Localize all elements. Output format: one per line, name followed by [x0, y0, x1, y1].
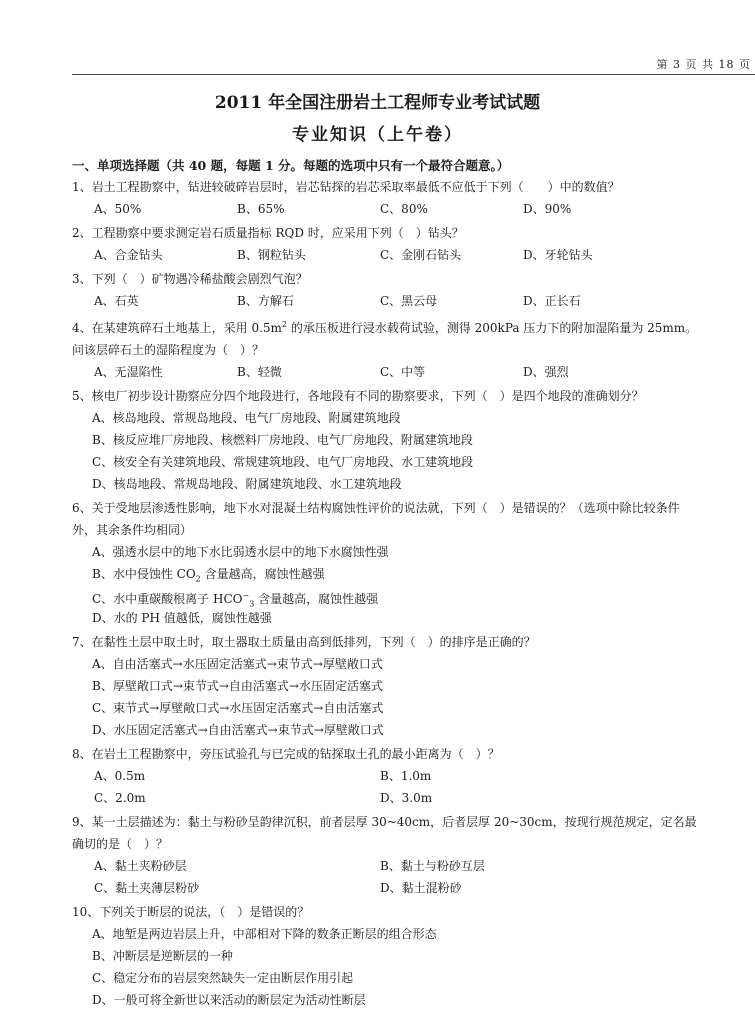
- option-a: A、强透水层中的地下水比弱透水层中的地下水腐蚀性强: [92, 545, 389, 559]
- option-c: C、稳定分布的岩层突然缺失一定由断层作用引起: [92, 971, 354, 985]
- superscript: 2: [281, 320, 288, 329]
- option-a: A、50%: [94, 202, 142, 216]
- stem-part: 4、在某建筑碎石土地基上，采用 0.5m: [72, 321, 282, 335]
- question-1: [72, 176, 698, 220]
- option-d: D、黏土混粉砂: [380, 881, 462, 895]
- stem-part: 的承压板进行浸水载荷试验，测得 200kPa 压力下的附加湿陷量为 25mm。问该层碎石土的湿陷程度为（ ）？: [72, 321, 698, 357]
- option-d: D、牙轮钻头: [523, 248, 593, 262]
- option-d: D、正长石: [523, 294, 581, 308]
- option-text: C、水中重碳酸根离子 HCO: [92, 592, 243, 606]
- question-9: [72, 811, 698, 899]
- options-row: [72, 787, 698, 809]
- question-2: [72, 222, 698, 266]
- option-a: A、自由活塞式→水压固定活塞式→束节式→厚壁敞口式: [92, 657, 383, 671]
- options-row: [72, 198, 698, 220]
- option-b: B、冲断层是逆断层的一种: [92, 949, 233, 963]
- question-stem: 6、关于受地层渗透性影响，地下水对混凝土结构腐蚀性评价的说法就，下列（ ）是错误的？（选项中除比较条件外，其余条件均相同）: [72, 501, 680, 537]
- subscript: 3: [249, 599, 255, 609]
- option-b: B、黏土与粉砂互层: [380, 859, 485, 873]
- option-a: A、核岛地段、常规岛地段、电气厂房地段、附属建筑地段: [92, 411, 401, 425]
- option-b: [72, 563, 698, 585]
- option-text: 含量越高，腐蚀性越强: [254, 592, 379, 606]
- option-b: B、65%: [237, 202, 285, 216]
- question-stem: [72, 314, 698, 361]
- option-a: A、0.5m: [94, 769, 146, 783]
- question-stem: 2、工程勘察中要求测定岩石质量指标 RQD 时，应采用下列（ ）钻头？: [72, 226, 464, 240]
- option-c: C、核安全有关建筑地段、常规建筑地段、电气厂房地段、水工建筑地段: [92, 455, 474, 469]
- options-row: [72, 855, 698, 877]
- options-row: [72, 361, 698, 383]
- option-b: B、厚壁敞口式→束节式→自由活塞式→水压固定活塞式: [92, 679, 383, 693]
- option-a: A、石英: [94, 294, 139, 308]
- question-7: [72, 631, 698, 741]
- option-d: D、核岛地段、常规岛地段、附属建筑地段、水工建筑地段: [92, 477, 402, 491]
- options-row: [72, 244, 698, 266]
- question-stem: 3、下列（ ）矿物遇冷稀盐酸会剧烈气泡？: [72, 272, 308, 286]
- question-stem: 8、在岩土工程勘察中，旁压试验孔与已完成的钻探取土孔的最小距离为（ ）？: [72, 747, 500, 761]
- page-header: [72, 56, 755, 75]
- question-stem: 7、在黏性土层中取土时，取土器取土质量由高到低排列，下列（ ）的排序是正确的？: [72, 635, 536, 649]
- option-c: [72, 585, 698, 607]
- option-d: D、90%: [523, 202, 572, 216]
- option-b: B、钢粒钻头: [237, 248, 306, 262]
- option-c: C、金刚石钻头: [380, 248, 462, 262]
- option-c: C、2.0m: [94, 791, 146, 805]
- option-c: C、黏土夹薄层粉砂: [94, 881, 200, 895]
- question-stem: 5、核电厂初步设计勘察应分四个地段进行，各地段有不同的勘察要求，下列（ ）是四个地段的准确划分？: [72, 389, 644, 403]
- option-c: C、束节式→厚壁敞口式→水压固定活塞式→自由活塞式: [92, 701, 384, 715]
- option-d: D、一般可将全新世以来活动的断层定为活动性断层: [92, 993, 366, 1007]
- superscript: −: [242, 591, 250, 600]
- option-c: C、黑云母: [380, 294, 438, 308]
- option-a: A、地堑是两边岩层上升，中部相对下降的数条正断层的组合形态: [92, 927, 437, 941]
- option-d: D、水的 PH 值越低，腐蚀性越强: [92, 611, 272, 625]
- exam-title: 2011 年全国注册岩土工程师专业考试试题: [214, 93, 541, 113]
- option-a: A、合金钻头: [94, 248, 163, 262]
- option-b: B、核反应堆厂房地段、核燃料厂房地段、电气厂房地段、附属建筑地段: [92, 433, 473, 447]
- question-8: [72, 743, 698, 809]
- option-b: B、1.0m: [380, 769, 432, 783]
- page-number: 第 3 页 共 18 页: [656, 58, 751, 71]
- question-10: [72, 901, 698, 1011]
- option-d: D、强烈: [523, 365, 569, 379]
- option-d: D、水压固定活塞式→自由活塞式→束节式→厚壁敞口式: [92, 723, 384, 737]
- option-d: D、3.0m: [380, 791, 433, 805]
- question-stem: 9、某一土层描述为：黏土与粉砂呈韵律沉积，前者层厚 30~40cm，后者层厚 20~30cm，按现行规范规定，定名最确切的是（ ）？: [72, 815, 697, 851]
- section-heading: 一、单项选择题（共 40 题，每题 1 分。每题的选项中只有一个最符合题意。）: [72, 158, 510, 173]
- options-row: [72, 290, 698, 312]
- subscript: 2: [195, 574, 201, 584]
- options-row: [72, 877, 698, 899]
- question-6: [72, 497, 698, 629]
- option-b: B、方解石: [237, 294, 294, 308]
- options-row: [72, 765, 698, 787]
- option-text: B、水中侵蚀性 CO: [92, 567, 196, 581]
- option-a: A、无湿陷性: [94, 365, 163, 379]
- question-5: [72, 385, 698, 495]
- question-list: [72, 155, 698, 1013]
- option-b: B、轻微: [237, 365, 282, 379]
- exam-subtitle: 专业知识（上午卷）: [292, 125, 463, 145]
- question-3: [72, 268, 698, 312]
- question-stem: 1、岩土工程勘察中，钻进较破碎岩层时，岩芯钻探的岩芯采取率最低不应低于下列（ ）中的数值？: [72, 180, 620, 194]
- question-stem: 10、下列关于断层的说法，（ ）是错误的？: [72, 905, 310, 919]
- option-a: A、黏土夹粉砂层: [94, 859, 187, 873]
- question-4: [72, 314, 698, 383]
- option-text: 含量越高，腐蚀性越强: [200, 567, 325, 581]
- option-c: C、中等: [380, 365, 426, 379]
- option-c: C、80%: [380, 202, 428, 216]
